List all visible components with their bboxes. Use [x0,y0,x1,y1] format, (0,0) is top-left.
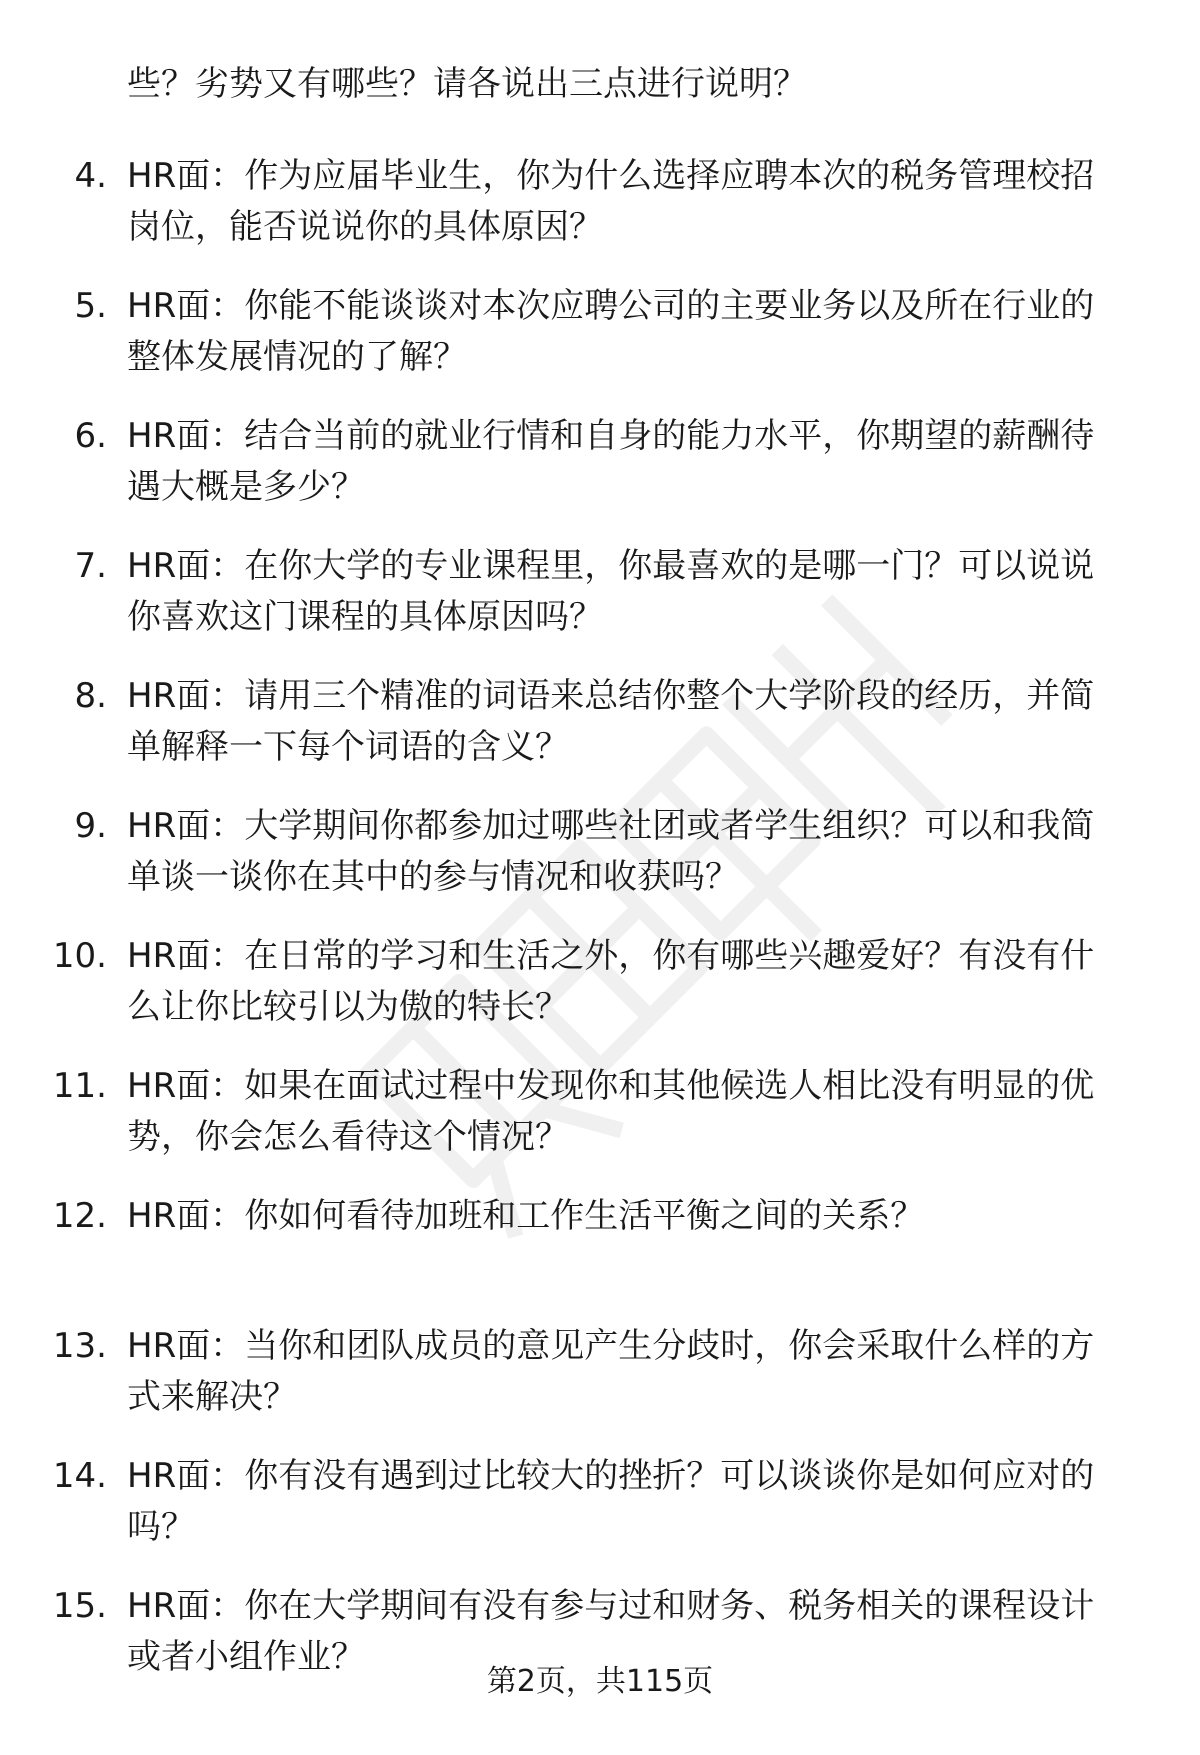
list-item [0,410,1200,540]
question-number: 5. [74,286,107,326]
list-item [0,800,1200,930]
question-text-line-2: 或者小组作业？ [127,1637,365,1677]
question-text-line-1: HR面：作为应届毕业生，你为什么选择应聘本次的税务管理校招 [127,156,1095,196]
question-text-line-1: HR面：你在大学期间有没有参与过和财务、税务相关的课程设计 [127,1586,1095,1626]
list-item [0,1190,1200,1320]
question-number: 14. [52,1456,107,1496]
question-number: 7. [74,546,107,586]
list-item [0,280,1200,410]
list-item [0,150,1200,280]
list-item [0,540,1200,670]
question-number: 6. [74,416,107,456]
question-text-line-1: HR面：你如何看待加班和工作生活平衡之间的关系？ [127,1196,925,1236]
list-item [0,1320,1200,1450]
question-text-line-1: HR面：大学期间你都参加过哪些社团或者学生组织？可以和我简 [127,806,1095,846]
question-text-line-2: 么让你比较引以为傲的特长？ [127,987,569,1027]
continuation-text: 些？劣势又有哪些？请各说出三点进行说明？ [127,64,807,104]
question-text-line-2: 岗位，能否说说你的具体原因？ [127,207,603,247]
question-text-line-1: HR面：你有没有遇到过比较大的挫折？可以谈谈你是如何应对的 [127,1456,1095,1496]
list-item [0,1060,1200,1190]
question-list [0,150,1200,1710]
question-number: 15. [52,1586,107,1626]
question-number: 9. [74,806,107,846]
page-number-footer: 第2页，共115页 [486,1664,714,1699]
question-text-line-1: HR面：结合当前的就业行情和自身的能力水平，你期望的薪酬待 [127,416,1095,456]
question-text-line-1: HR面：在你大学的专业课程里，你最喜欢的是哪一门？可以说说 [127,546,1095,586]
question-text-line-2: 你喜欢这门课程的具体原因吗？ [127,597,603,637]
question-text-line-1: HR面：你能不能谈谈对本次应聘公司的主要业务以及所在行业的 [127,286,1095,326]
question-text-line-2: 单解释一下每个词语的含义？ [127,727,569,767]
question-number: 4. [74,156,107,196]
question-text-line-1: HR面：当你和团队成员的意见产生分歧时，你会采取什么样的方 [127,1326,1095,1366]
question-number: 12. [52,1196,107,1236]
list-item [0,1450,1200,1580]
question-text-line-2: 式来解决？ [127,1377,297,1417]
question-text-line-2: 单谈一谈你在其中的参与情况和收获吗？ [127,857,739,897]
question-text-line-1: HR面：请用三个精准的词语来总结你整个大学阶段的经历，并简 [127,676,1095,716]
list-item [0,670,1200,800]
list-item [0,930,1200,1060]
question-text-line-2: 遇大概是多少？ [127,467,365,507]
question-number: 10. [52,936,107,976]
question-number: 8. [74,676,107,716]
question-text-line-2: 吗？ [127,1507,195,1547]
question-text-line-2: 整体发展情况的了解？ [127,337,467,377]
question-text-line-2: 势，你会怎么看待这个情况？ [127,1117,569,1157]
question-text-line-1: HR面：在日常的学习和生活之外，你有哪些兴趣爱好？有没有什 [127,936,1095,976]
question-text-line-1: HR面：如果在面试过程中发现你和其他候选人相比没有明显的优 [127,1066,1095,1106]
question-number: 11. [52,1066,107,1106]
question-number: 13. [52,1326,107,1366]
